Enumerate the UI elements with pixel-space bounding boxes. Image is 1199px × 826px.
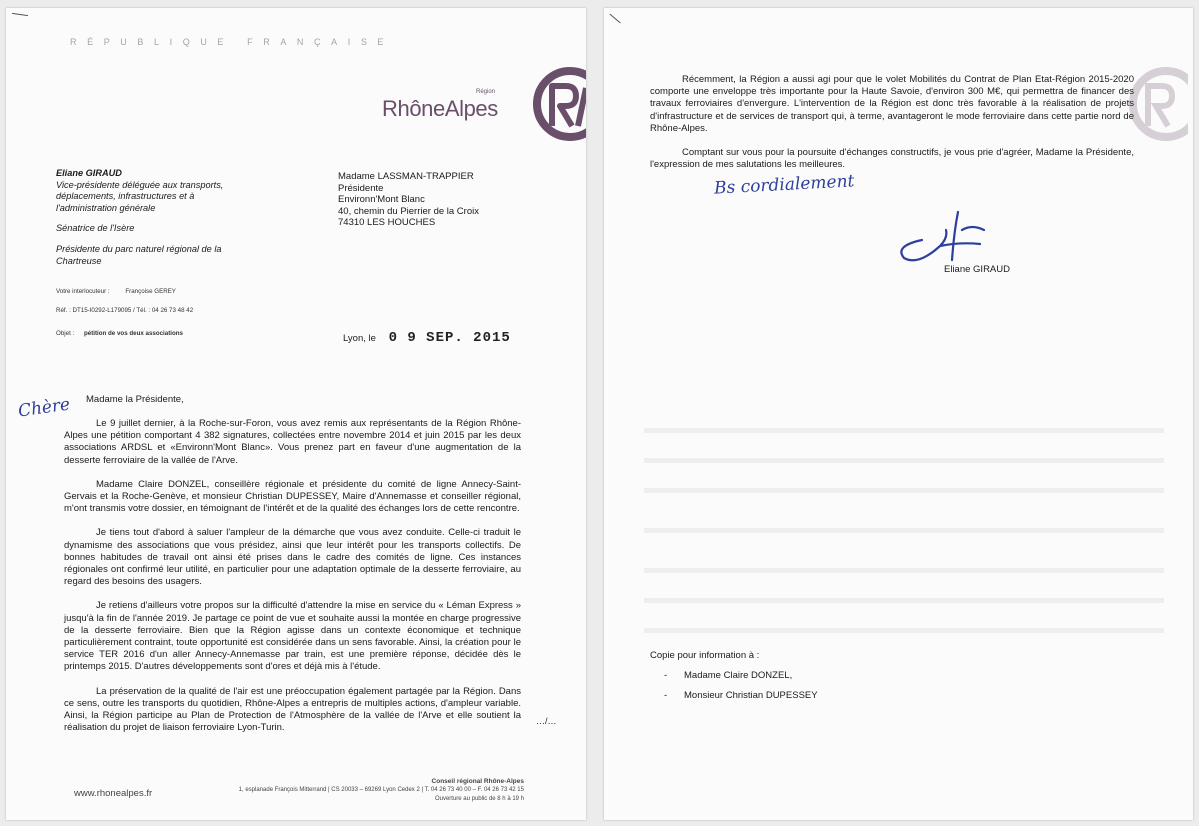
contact-label: Votre interlocuteur : <box>56 288 110 295</box>
letter-page-2 <box>604 8 1193 820</box>
footer-hours: Ouverture au public de 8 h à 19 h <box>434 795 524 802</box>
footer-address <box>228 778 524 803</box>
sender-title: Vice-présidente déléguée aux transports, déplacements, infrastructures et à l'administration générale <box>56 179 224 213</box>
sender-role-park: Présidente du parc naturel régional de la Chartreuse <box>56 243 222 266</box>
body-paragraph: Je retiens d'ailleurs votre propos sur la difficulté d'attendre la mise en service du « Léman Express » jusqu'à la fin de l'année 2019. Je partage ce point de vue et souhaite aussi la montée en charge progressive de la desserte ferroviaire. Bien que la Région agisse dans un contexte économique et technique particulièrement contraint, toute opportunité est considérée dans un sens favorable. Ainsi, la création pour le service TER 2016 d'un aller Annecy-Annemasse par train, est une première réponse, décidée dès le printemps 2015. D'autres développements sont d'ores et déjà mis à l'étude. <box>64 600 521 673</box>
copies-block <box>650 646 818 706</box>
show-through <box>644 528 1164 533</box>
body-paragraph: Madame Claire DONZEL, conseillère régionale et présidente du comité de ligne Annecy-Saint-Gervais et la Roche-Genève, et monsieur Christian DUPESSEY, Maire d'Annemasse et conseiller régional, m'ont transmis votre dossier, en témoignant de l'intérêt et de la qualité des échanges lors de cette rencontre. <box>64 478 521 515</box>
recipient-line: Madame LASSMAN-TRAPPIER <box>338 171 474 182</box>
footer-address-line: 1, esplanade François Mitterrand | CS 20033 – 69269 Lyon Cedex 2 | T. 04 26 73 40 00 – F. 04 26 73 42 15 <box>238 787 524 794</box>
subject-label: Objet : <box>56 330 75 337</box>
body-paragraph: Je tiens tout d'abord à saluer l'ampleur de la démarche que vous avez conduite. Celle-ci traduit le dynamisme des associations que vous présidez, ainsi que leur intérêt pour les transports collectifs. De bonnes habitudes de travail ont ainsi été prises dans le cadre des comités de ligne. Ces instances régionales ont confirmé leur utilité, en particulier pour une adaptation optimale de la desserte ferroviaire, au regard des besoins des usagers. <box>64 527 521 588</box>
footer-org: Conseil régional Rhône-Alpes <box>431 778 524 785</box>
contact-value: Françoise GEREY <box>125 288 176 295</box>
show-through <box>644 598 1164 603</box>
region-logo-icon <box>528 64 586 156</box>
copies-label: Copie pour information à : <box>650 650 760 661</box>
show-through <box>644 428 1164 433</box>
body-paragraph: Le 9 juillet dernier, à la Roche-sur-Foron, vous avez remis aux représentants de la Région Rhône-Alpes une pétition comportant 4 382 signatures, collectées entre novembre 2014 et juin 2015 par les deux associations ARDSL et «Environn'Mont Blanc». Vous prenez part en faveur d'une augmentation de la desserte ferroviaire de la vallée de l'Arve. <box>64 418 521 466</box>
website-link[interactable]: www.rhonealpes.fr <box>74 788 153 799</box>
recipient-line: 74310 LES HOUCHES <box>338 217 436 229</box>
sender-role-senator: Sénatrice de l'Isère <box>56 223 135 234</box>
reference-line: Réf. : DT15-I0292-L179095 / Tél. : 04 26 73 48 42 <box>56 307 194 314</box>
sender-block <box>56 168 256 267</box>
contact-line <box>56 288 176 295</box>
recipient-line: 40, chemin du Pierrier de la Croix <box>338 205 479 217</box>
letter-page-1 <box>6 8 586 820</box>
continuation-mark: …/… <box>536 716 557 726</box>
date-line <box>343 330 511 346</box>
show-through <box>644 628 1164 633</box>
body-paragraph: Récemment, la Région a aussi agi pour que le volet Mobilités du Contrat de Plan Etat-Région 2015-2020 comporte une enveloppe très importante pour la Haute Savoie, d'environ 300 M€, qui permettra de financer des travaux ferroviaires d'envergure. L'intervention de la Région est donc très favorable à la réalisation de projets d'infrastructure et de services de transport qui, à terme, avantageront le mode ferroviaire dans cette partie nord de Rhône-Alpes. <box>650 74 1134 134</box>
recipient-line: Présidente <box>338 182 384 194</box>
scan-mark <box>12 13 28 16</box>
body-paragraph: Comptant sur vous pour la poursuite d'échanges constructifs, je vous prie d'agréer, Madame la Présidente, l'expression de mes salutations les meilleures. <box>650 147 1134 171</box>
salutation: Madame la Présidente, <box>86 394 184 405</box>
show-through <box>644 488 1164 493</box>
date-place: Lyon, le <box>343 333 376 344</box>
recipient-line: Environn'Mont Blanc <box>338 194 425 206</box>
handwritten-closing: Bs cordialement <box>713 171 855 199</box>
signature-icon <box>888 200 1008 266</box>
subject-value: pétition de vos deux associations <box>83 330 183 337</box>
subject-line <box>56 330 183 337</box>
date-stamp: 0 9 SEP. 2015 <box>388 330 511 346</box>
brand-subtitle: Région <box>476 89 496 95</box>
letter-body-continued <box>650 74 1134 183</box>
letter-body <box>64 418 521 746</box>
handwritten-note: Chère <box>16 394 72 422</box>
body-paragraph: La préservation de la qualité de l'air est une préoccupation également partagée par la Région. Dans ce sens, outre les transports du quotidien, Rhône-Alpes a entrepris de multiples actions, d'ampleur variable. Ainsi, la Région participe au Plan de Protection de l'Atmosphère de la vallée de l'Arve et elle soutient la réalisation du projet de liaison ferroviaire Lyon-Turin. <box>64 685 521 734</box>
show-through <box>644 458 1164 463</box>
show-through <box>644 568 1164 573</box>
scan-mark <box>609 14 620 24</box>
republic-header: RÉPUBLIQUE FRANÇAISE <box>70 37 395 47</box>
copy-recipient: - Monsieur Christian DUPESSEY <box>664 686 818 706</box>
brand-name: RhôneAlpes <box>382 96 498 121</box>
sender-name: Eliane GIRAUD <box>56 168 122 178</box>
copy-recipient: - Madame Claire DONZEL, <box>664 666 818 686</box>
recipient-address <box>338 171 558 229</box>
signer-name: Eliane GIRAUD <box>944 264 1010 275</box>
